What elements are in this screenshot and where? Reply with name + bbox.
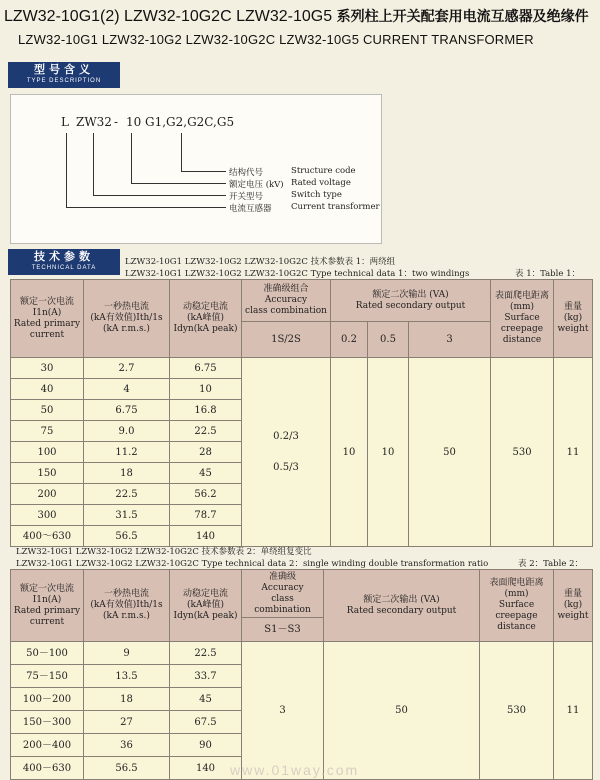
table1-label: 表 1：Table 1： (515, 269, 580, 279)
table-row: 400－630 56.5 140 (11, 757, 593, 780)
legend-structure-cn: 结构代号 (229, 168, 264, 178)
watermark: www.01way.com (230, 762, 360, 778)
sub-header-accuracy: 1S/2S (242, 322, 331, 358)
page-subtitle: LZW32-10G1 LZW32-10G2 LZW32-10G2C LZW32-10G5 CURRENT TRANSFORMER (18, 32, 534, 47)
table1-caption-cn: LZW32-10G1 LZW32-10G2 LZW32-10G2C 技术参数表 1：两绕组 (125, 257, 396, 267)
merged-weight: 11 (554, 642, 593, 780)
table-row: 75 9.0 22.5 (11, 421, 593, 442)
table-row: 100－200 18 45 (11, 688, 593, 711)
merged-accuracy: 0.2/3 0.5/3 (242, 358, 331, 547)
merged-output: 50 (324, 642, 480, 780)
table-row: 400～630 56.5 140 (11, 526, 593, 547)
col-header-rated-primary: 额定一次电流 I1n(A) Rated primary current (11, 280, 84, 358)
col-header-rated-primary: 额定一次电流 I1n(A) Rated primary current (11, 570, 84, 642)
table-row: 40 4 10 (11, 379, 593, 400)
technical-data-badge (8, 249, 120, 275)
sub-header-accuracy: S1－S3 (242, 618, 324, 642)
table-1 (10, 279, 593, 547)
col-header-thermal: 一秒热电流 (kA有效值)Ith/1s (kA r.m.s.) (84, 570, 170, 642)
table2-label: 表 2：Table 2： (518, 559, 583, 569)
legend-switch-cn: 开关型号 (229, 192, 264, 202)
sub-header-out3: 3 (409, 322, 491, 358)
tree-line (66, 207, 226, 208)
table2-caption-en: LZW32-10G1 LZW32-10G2 LZW32-10G2C Type technical data 2：single winding double transformation ratio (16, 559, 489, 569)
merged-creepage: 530 (491, 358, 554, 547)
tree-line (93, 133, 94, 195)
col-header-accuracy: 准确级组合 Accuracy class combination (242, 280, 331, 322)
col-header-thermal: 一秒热电流 (kA有效值)Ith/1s (kA r.m.s.) (84, 280, 170, 358)
col-header-weight: 重量 (kg) weight (554, 570, 593, 642)
code-part-l: L (61, 115, 69, 129)
merged-creepage: 530 (480, 642, 554, 780)
page-title (4, 6, 589, 26)
merged-out1: 10 (331, 358, 368, 547)
tree-line (131, 183, 226, 184)
col-header-weight: 重量 (kg) weight (554, 280, 593, 358)
type-description-badge (8, 62, 120, 88)
code-part-dash: - (114, 115, 119, 129)
table-row: 200 22.5 56.2 (11, 484, 593, 505)
col-header-creepage: 表面爬电距离 (mm) Surface creepage distance (491, 280, 554, 358)
badge-cn: 型号含义 (34, 64, 94, 76)
table-row: 200－400 36 90 (11, 734, 593, 757)
table-row: 30 2.7 6.75 0.2/3 0.5/3 10 10 50 530 11 (11, 358, 593, 379)
table-row: 50－100 9 22.5 3 50 530 11 (11, 642, 593, 665)
table-row: 150 18 45 (11, 463, 593, 484)
col-header-secondary-output: 额定二次输出 (VA) Rated secondary output (331, 280, 491, 322)
legend-structure-en: Structure code (291, 166, 356, 176)
title-cn: 系列柱上开关配套用电流互感器及绝缘件 (336, 8, 589, 24)
legend-voltage-cn: 额定电压 (kV) (229, 180, 284, 190)
tree-line (131, 133, 132, 183)
code-part-structure: G1,G2,G2C,G5 (145, 115, 235, 129)
merged-out2: 10 (368, 358, 409, 547)
table-2 (10, 569, 593, 780)
col-header-secondary-output: 额定二次输出 (VA) Rated secondary output (324, 570, 480, 642)
badge-cn: 技术参数 (34, 251, 94, 263)
tree-line (181, 133, 182, 171)
merged-weight: 11 (554, 358, 593, 547)
code-part-zw32: ZW32 (76, 115, 112, 129)
legend-ct-en: Current transformer (291, 202, 380, 212)
tree-line (66, 133, 67, 207)
table-row: 50 6.75 16.8 (11, 400, 593, 421)
tree-line (181, 171, 226, 172)
legend-ct-cn: 电流互感器 (229, 204, 272, 214)
merged-accuracy: 3 (242, 642, 324, 780)
table1-caption-en: LZW32-10G1 LZW32-10G2 LZW32-10G2C Type technical data 1：two windings (125, 269, 470, 279)
model-description-box (10, 94, 382, 244)
tree-line (93, 195, 226, 196)
badge-en: TECHNICAL DATA (31, 265, 97, 271)
col-header-accuracy: 准确级 Accuracy class combination (242, 570, 324, 618)
table-row: 150－300 27 67.5 (11, 711, 593, 734)
table2-caption-cn: LZW32-10G1 LZW32-10G2 LZW32-10G2C 技术参数表 2：单绕组复变比 (16, 547, 312, 557)
merged-out3: 50 (409, 358, 491, 547)
table-row: 75－150 13.5 33.7 (11, 665, 593, 688)
table-row: 100 11.2 28 (11, 442, 593, 463)
code-part-10: 10 (126, 115, 142, 129)
table-row: 300 31.5 78.7 (11, 505, 593, 526)
col-header-dynamic: 动稳定电流 (kA峰值) Idyn(kA peak) (170, 280, 242, 358)
legend-switch-en: Switch type (291, 190, 342, 200)
sub-header-out2: 0.5 (368, 322, 409, 358)
col-header-creepage: 表面爬电距离 (mm) Surface creepage distance (480, 570, 554, 642)
sub-header-out1: 0.2 (331, 322, 368, 358)
col-header-dynamic: 动稳定电流 (kA峰值) Idyn(kA peak) (170, 570, 242, 642)
legend-voltage-en: Rated voltage (291, 178, 351, 188)
title-en: LZW32-10G1(2) LZW32-10G2C LZW32-10G5 (4, 8, 333, 25)
badge-en: TYPE DESCRIPTION (26, 78, 102, 84)
